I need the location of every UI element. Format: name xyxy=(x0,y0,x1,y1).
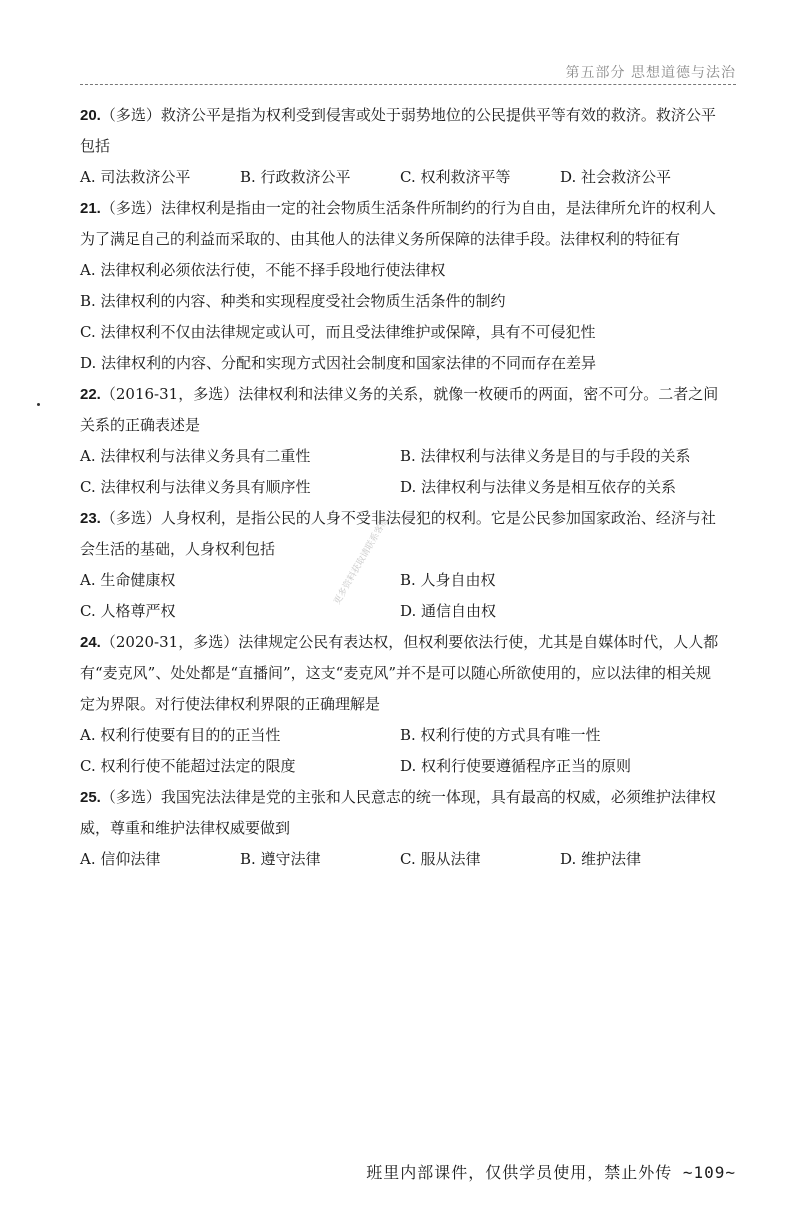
question-22 xyxy=(80,379,720,503)
question-24 xyxy=(80,627,720,782)
option-a[interactable]: A. 法律权利与法律义务具有二重性 xyxy=(80,447,311,465)
question-text: （2016-31，多选）法律权利和法律义务的关系，就像一枚硬币的两面，密不可分。二者之间关系的正确表述是 xyxy=(80,385,719,434)
question-text: （2020-31，多选）法律规定公民有表达权，但权利要依法行使，尤其是自媒体时代，人人都有“麦克风”、处处都是“直播间”，这支“麦克风”并不是可以随心所欲使用的，应以法律的相关规定为界限。对行使法律权利界限的正确理解是 xyxy=(80,633,719,713)
option-b[interactable]: B. 人身自由权 xyxy=(400,571,496,589)
option-d[interactable]: D. 法律权利与法律义务是相互依存的关系 xyxy=(400,478,677,496)
option-a[interactable]: A. 生命健康权 xyxy=(80,571,176,589)
options-row xyxy=(80,162,720,193)
option-d[interactable]: D. 法律权利的内容、分配和实现方式因社会制度和国家法律的不同而存在差异 xyxy=(80,354,597,372)
question-number: 20. xyxy=(80,107,101,124)
question-stem xyxy=(80,627,720,720)
question-23 xyxy=(80,503,720,627)
option-c[interactable]: C. 权利救济平等 xyxy=(400,168,511,186)
options-row xyxy=(80,472,720,503)
question-stem xyxy=(80,782,720,844)
question-stem xyxy=(80,379,720,441)
option-a[interactable]: A. 信仰法律 xyxy=(80,850,161,868)
option-a[interactable]: A. 权利行使要有目的的正当性 xyxy=(80,726,281,744)
option-b[interactable]: B. 法律权利的内容、种类和实现程度受社会物质生活条件的制约 xyxy=(80,292,506,310)
option-b[interactable]: B. 遵守法律 xyxy=(240,850,321,868)
option-b[interactable]: B. 法律权利与法律义务是目的与手段的关系 xyxy=(400,447,691,465)
options-row xyxy=(80,844,720,875)
option-d[interactable]: D. 社会救济公平 xyxy=(560,168,672,186)
option-d[interactable]: D. 维护法律 xyxy=(560,850,642,868)
option-c[interactable]: C. 权利行使不能超过法定的限度 xyxy=(80,757,296,775)
question-list xyxy=(80,100,720,875)
question-number: 25. xyxy=(80,789,101,806)
page-footer: 班里内部课件，仅供学员使用，禁止外传 ~109~ xyxy=(366,1163,736,1182)
options-row xyxy=(80,751,720,782)
question-number: 23. xyxy=(80,510,101,527)
option-b[interactable]: B. 权利行使的方式具有唯一性 xyxy=(400,726,601,744)
question-stem xyxy=(80,193,720,255)
options-row xyxy=(80,441,720,472)
question-20 xyxy=(80,100,720,193)
option-c[interactable]: C. 服从法律 xyxy=(400,850,481,868)
question-text: （多选）我国宪法法律是党的主张和人民意志的统一体现，具有最高的权威，必须维护法律权威，尊重和维护法律权威要做到 xyxy=(80,788,716,837)
option-c[interactable]: C. 人格尊严权 xyxy=(80,602,176,620)
question-text: （多选）法律权利是指由一定的社会物质生活条件所制约的行为自由，是法律所允许的权利人为了满足自己的利益而采取的、由其他人的法律义务所保障的法律手段。法律权利的特征有 xyxy=(80,199,716,248)
option-d[interactable]: D. 权利行使要遵循程序正当的原则 xyxy=(400,757,632,775)
option-a[interactable]: A. 司法救济公平 xyxy=(80,168,191,186)
page-header xyxy=(80,56,736,85)
question-stem xyxy=(80,503,720,565)
option-c[interactable]: C. 法律权利不仅由法律规定或认可，而且受法律维护或保障，具有不可侵犯性 xyxy=(80,323,596,341)
question-25 xyxy=(80,782,720,875)
question-text: （多选）人身权利，是指公民的人身不受非法侵犯的权利。它是公民参加国家政治、经济与社会生活的基础，人身权利包括 xyxy=(80,509,716,558)
option-c[interactable]: C. 法律权利与法律义务具有顺序性 xyxy=(80,478,311,496)
question-number: 24. xyxy=(80,634,101,651)
margin-dot xyxy=(37,403,40,406)
watermark: 更多资料获取请联系客服 xyxy=(332,515,391,607)
header-title: 第五部分 思想道德与法治 xyxy=(565,65,736,81)
question-21 xyxy=(80,193,720,379)
question-text: （多选）救济公平是指为权利受到侵害或处于弱势地位的公民提供平等有效的救济。救济公平包括 xyxy=(80,106,716,155)
question-stem xyxy=(80,100,720,162)
options-row xyxy=(80,720,720,751)
question-number: 22. xyxy=(80,386,101,403)
option-b[interactable]: B. 行政救济公平 xyxy=(240,168,351,186)
options-row xyxy=(80,565,720,596)
option-a[interactable]: A. 法律权利必须依法行使，不能不择手段地行使法律权 xyxy=(80,261,446,279)
question-number: 21. xyxy=(80,200,101,217)
options-row xyxy=(80,596,720,627)
option-d[interactable]: D. 通信自由权 xyxy=(400,602,497,620)
